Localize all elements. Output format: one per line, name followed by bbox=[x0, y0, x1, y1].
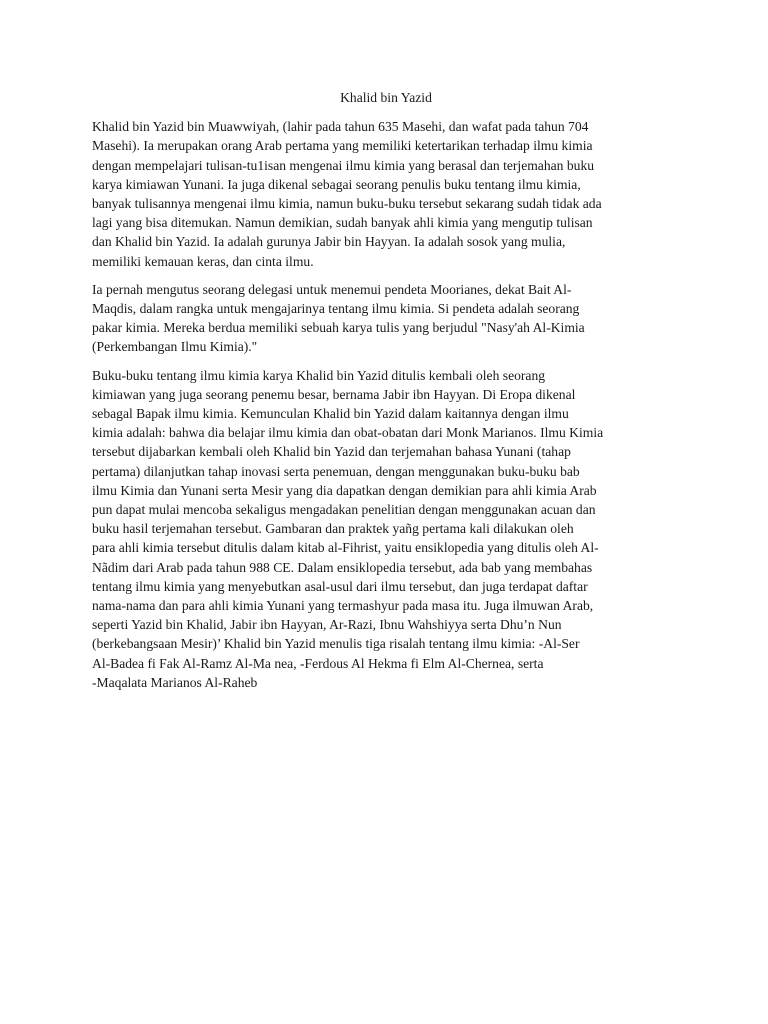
paragraph-2: Ia pernah mengutus seorang delegasi untuk menemui pendeta Moorianes, dekat Bait Al- Maqdis, dalam rangka untuk mengajarinya tentang ilmu kimia. Si pendeta adalah seorang pakar kimia. Mereka berdua memiliki sebuah karya tulis yang berjudul "Nasy'ah Al-Kimia (Perkembangan Ilmu Kimia)." bbox=[92, 281, 585, 355]
document-body bbox=[92, 88, 680, 701]
document-title: Khalid bin Yazid bbox=[340, 90, 432, 105]
paragraph-3: Buku-buku tentang ilmu kimia karya Khalid bin Yazid ditulis kembali oleh seorang kimiawan yang juga seorang penemu besar, bernama Jabir ibn Hayyan. Di Eropa dikenal sebagal Bapak ilmu kimia. Kemunculan Khalid bin Yazid dalam kaitannya dengan ilmu kimia adalah: bahwa dia belajar ilmu kimia dan obat-obatan dari Monk Marianos. Ilmu Kimia tersebut dijabarkan kembali oleh Khalid bin Yazid dan terjemahan bahasa Yunani (tahap pertama) dilanjutkan tahap inovasi serta penemuan, dengan menggunakan buku-buku bab ilmu Kimia dan Yunani serta Mesir yang dia dapatkan dengan demikian para ahli kimia Arab pun dapat mulai mencoba sekaligus mengadakan penelitian dengan menggunakan acuan dan buku hasil terjemahan tersebut. Gambaran dan praktek yañg pertama kali dilakukan oleh para ahli kimia tersebut ditulis dalam kitab al-Fihrist, yaitu ensiklopedia yang ditulis oleh Al- Nãdim dari Arab pada tahun 988 CE. Dalam ensiklopedia tersebut, ada bab yang membahas tentang ilmu kimia yang menyebutkan asal-usul dari ilmu tersebut, dan juga terdapat daftar nama-nama dan para ahli kimia Yunani yang termashyur pada masa itu. Juga ilmuwan Arab, seperti Yazid bin Khalid, Jabir ibn Hayyan, Ar-Razi, Ibnu Wahshiyya serta Dhu’n Nun (berkebangsaan Mesir)’ Khalid bin Yazid menulis tiga risalah tentang ilmu kimia: -Al-Ser Al-Badea fi Fak Al-Ramz Al-Ma nea, -Ferdous Al Hekma fi Elm Al-Chernea, serta -Maqalata Marianos Al-Raheb bbox=[92, 367, 604, 690]
paragraph-1: Khalid bin Yazid bin Muawwiyah, (lahir pada tahun 635 Masehi, dan wafat pada tahun 704 Masehi). Ia merupakan orang Arab pertama yang memiliki ketertarikan terhadap ilmu kimia dengan mempelajari tulisan-tu1isan mengenai ilmu kimia yang berasal dan terjemahan buku karya kimiawan Yunani. Ia juga dikenal sebagai seorang penulis buku tentang ilmu kimia, banyak tulisannya mengenai ilmu kimia, namun buku-buku tersebut sekarang sudah tidak ada lagi yang bisa ditemukan. Namun demikian, sudah banyak ahli kimia yang mengutip tulisan dan Khalid bin Yazid. Ia adalah gurunya Jabir bin Hayyan. Ia adalah sosok yang mulia, memiliki kemauan keras, dan cinta ilmu. bbox=[92, 119, 602, 269]
